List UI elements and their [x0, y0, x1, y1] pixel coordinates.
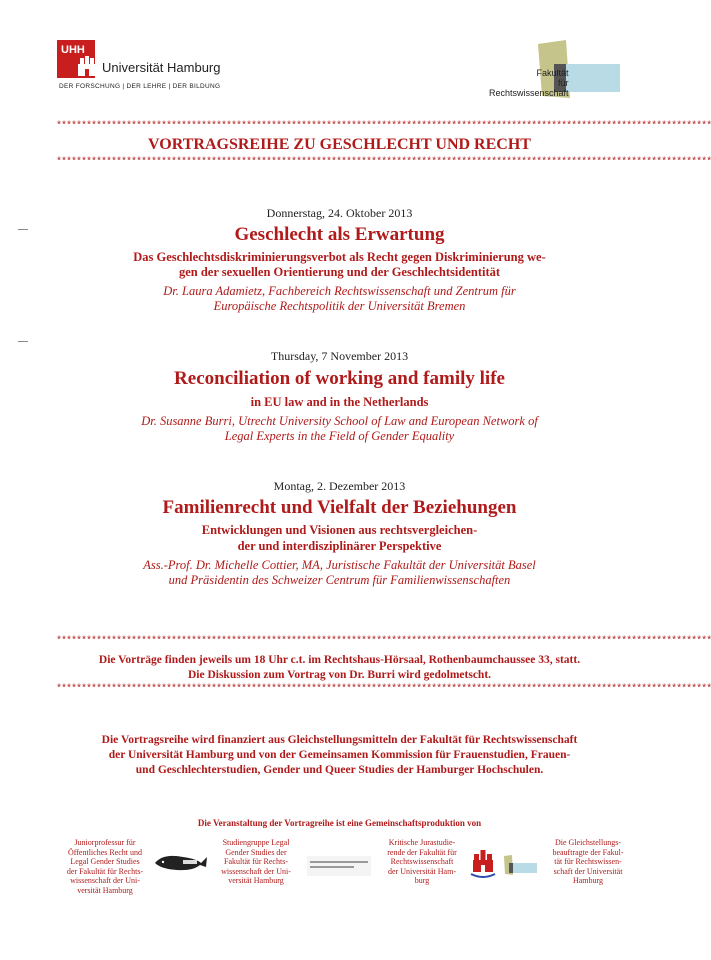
partner-line: Die Gleichstellungs- [555, 838, 621, 847]
talk-speaker: Dr. Susanne Burri, Utrecht University School of Law and European Network of [141, 414, 538, 428]
funding-note: und Geschlechterstudien, Gender und Queer Studies der Hamburger Hochschulen. [135, 764, 544, 776]
partner-juniorprofessur [55, 838, 155, 895]
partner-line: tät für Rechtswissen- [554, 857, 622, 866]
partner-studiengruppe [210, 838, 302, 886]
talk-speaker: Dr. Laura Adamietz, Fachbereich Rechtswissenschaft und Zentrum für [163, 284, 516, 298]
talk-title: Familienrecht und Vielfalt der Beziehungen [162, 497, 517, 518]
series-title: VORTRAGSREIHE ZU GESCHLECHT UND RECHT [148, 136, 531, 153]
margin-mark [18, 341, 28, 342]
star-divider: *********************************************************************************************************************************** [56, 157, 711, 168]
talk-speaker: Ass.-Prof. Dr. Michelle Cottier, MA, Juristische Fakultät der Universität Basel [143, 558, 536, 572]
partner-line: Kritische Jurastudie- [388, 838, 456, 847]
talk-speaker: Legal Experts in the Field of Gender Equality [224, 429, 455, 443]
talk-date: Donnerstag, 24. Oktober 2013 [266, 206, 413, 220]
hamburg-coat-of-arms-icon [470, 848, 496, 880]
partner-line: der Universität Ham- [388, 866, 456, 876]
hamburg-castle-icon [76, 56, 98, 78]
venue-info: Die Diskussion zum Vortrag von Dr. Burri wird gedolmetscht. [187, 669, 492, 681]
talk-title: Reconciliation of working and family life [174, 368, 505, 389]
star-divider: *********************************************************************************************************************************** [56, 684, 711, 695]
partner-line: rende der Fakultät für [387, 847, 457, 857]
partner-kritische-juristen [376, 838, 468, 886]
university-name: Universität Hamburg [102, 60, 221, 75]
uhh-logo-text: UHH [61, 44, 85, 56]
partner-gleichstellung [540, 838, 636, 886]
partner-line: Juniorprofessur für [74, 838, 136, 847]
faculty-name [489, 68, 569, 98]
partner-line: Rechtswissenschaft [390, 857, 454, 866]
university-tagline: DER FORSCHUNG | DER LEHRE | DER BILDUNG [59, 83, 221, 90]
talk-subtitle: in EU law and in the Netherlands [250, 395, 429, 409]
partner-line: burg [414, 876, 430, 885]
whale-logo-icon [153, 851, 209, 873]
partner-line: Gender Studies der [225, 847, 287, 857]
partner-line: wissenschaft der Uni- [70, 876, 140, 885]
partner-line: versität Hamburg [228, 876, 284, 885]
partner-line: schaft der Universität [553, 866, 623, 876]
faculty-economics-logo [307, 856, 371, 876]
partner-line: Öffentliches Recht und [67, 847, 143, 857]
talk-speaker: und Präsidentin des Schweizer Centrum für Familienwissenschaften [168, 573, 511, 587]
faculty-name-line: für [558, 78, 569, 88]
partner-line: wissenschaft der Uni- [221, 866, 291, 876]
talk-subtitle: Das Geschlechtsdiskriminierungsverbot als Recht gegen Diskriminierung we- [133, 250, 546, 264]
faculty-small-logo [500, 854, 540, 876]
talk-subtitle: gen der sexuellen Orientierung und der Geschlechtsidentität [178, 265, 501, 279]
talk-subtitle: Entwicklungen und Visionen aus rechtsvergleichen- [201, 523, 478, 537]
talk-title: Geschlecht als Erwartung [234, 224, 445, 245]
talk-date: Thursday, 7 November 2013 [270, 349, 409, 363]
talk-date: Montag, 2. Dezember 2013 [273, 479, 406, 493]
partner-line: Studiengruppe Legal [222, 838, 290, 847]
star-divider: *********************************************************************************************************************************** [56, 636, 711, 647]
talk-subtitle: der und interdisziplinärer Perspektive [237, 539, 442, 553]
partner-line: versität Hamburg [77, 885, 133, 895]
partner-line: Fakultät für Rechts- [224, 857, 288, 866]
star-divider: *********************************************************************************************************************************** [56, 121, 711, 132]
funding-note: der Universität Hamburg und von der Gemeinsamen Kommission für Frauenstudien, Frauen- [108, 749, 571, 761]
partner-line: der Fakultät für Rechts- [66, 866, 144, 876]
faculty-name-line: Fakultät [536, 68, 569, 78]
venue-info: Die Vorträge finden jeweils um 18 Uhr c.t. im Rechtshaus-Hörsaal, Rothenbaumchaussee 33, statt. [98, 654, 581, 666]
coproduction-note: Die Veranstaltung der Vortragreihe ist eine Gemeinschaftsproduktion von [197, 818, 482, 828]
talk-speaker: Europäische Rechtspolitik der Universität Bremen [213, 299, 466, 313]
partner-line: Hamburg [572, 876, 604, 885]
funding-note: Die Vortragsreihe wird finanziert aus Gleichstellungsmitteln der Fakultät für Rechtswissenschaft [101, 734, 578, 746]
partner-line: beauftragte der Fakul- [552, 847, 624, 857]
faculty-name-line: Rechtswissenschaft [489, 88, 569, 98]
partner-line: Legal Gender Studies [70, 857, 140, 866]
